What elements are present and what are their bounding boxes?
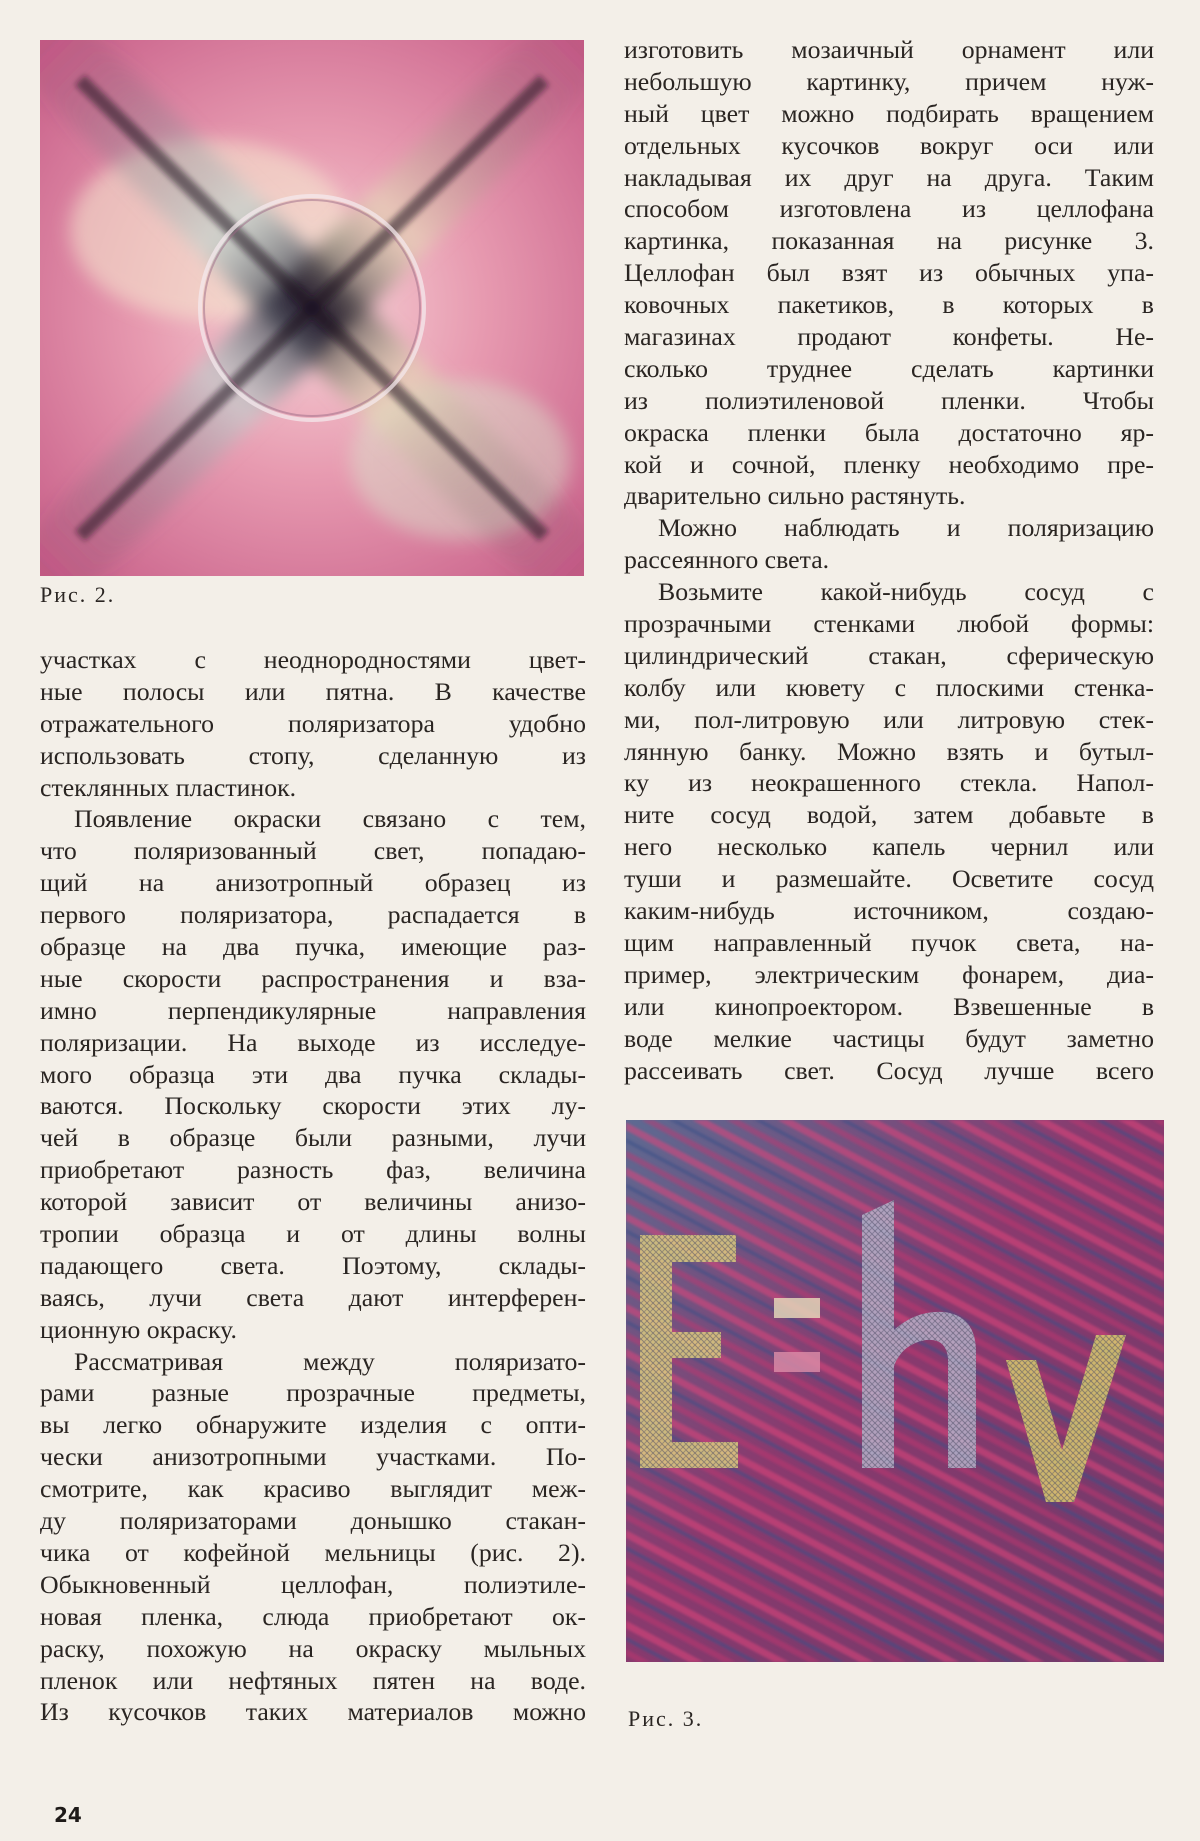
text-line: ковочных пакетиков, в которых в xyxy=(624,290,1154,320)
text-line: чика от кофейной мельницы (рис. 2). xyxy=(40,1537,586,1567)
text-line: раску, похожую на окраску мыльных xyxy=(40,1633,586,1663)
text-line: чей в образце были разными, лучи xyxy=(40,1123,586,1153)
text-line: отражательного поляризатора удобно xyxy=(40,708,586,738)
text-line: способом изготовлена из целлофана xyxy=(624,194,1154,224)
text-line: сколько труднее сделать картинки xyxy=(624,353,1154,383)
text-line: смотрите, как красиво выглядит меж- xyxy=(40,1474,586,1504)
text-line: него несколько капель чернил или xyxy=(624,832,1154,862)
text-line: стеклянных пластинок. xyxy=(40,772,297,802)
text-line: участках с неоднородностями цвет- xyxy=(40,645,586,674)
text-line: рассеянного света. xyxy=(624,545,830,575)
text-line: магазинах продают конфеты. Не- xyxy=(624,322,1154,352)
text-line: из полиэтиленовой пленки. Чтобы xyxy=(624,385,1154,415)
text-line: ные скорости распространения и вза- xyxy=(40,963,586,993)
text-line: ваясь, лучи света дают интерферен- xyxy=(40,1282,586,1312)
text-line: приобретают разность фаз, величина xyxy=(40,1155,586,1185)
text-line: ку из неокрашенного стекла. Напол- xyxy=(624,768,1154,798)
text-line: прозрачными стенками любой формы: xyxy=(624,609,1154,639)
figure-3-caption: Рис. 3. xyxy=(628,1706,704,1731)
text-line: что поляризованный свет, попадаю- xyxy=(40,836,586,866)
text-line: Из кусочков таких материалов можно xyxy=(40,1697,586,1727)
text-line: отдельных кусочков вокруг оси или xyxy=(624,130,1154,160)
text-line: первого поляризатора, распадается в xyxy=(40,900,586,930)
text-line: ваются. Поскольку скорости этих лу- xyxy=(40,1091,586,1121)
text-line: лянную банку. Можно взять и бутыл- xyxy=(624,736,1154,766)
text-line: тропии образца и от длины волны xyxy=(40,1219,586,1249)
text-line: окраска пленки была достаточно яр- xyxy=(624,417,1154,447)
text-line: Целлофан был взят из обычных упа- xyxy=(624,258,1154,288)
text-line: щий на анизотропный образец из xyxy=(40,868,586,898)
text-line: поляризации. На выходе из исследуе- xyxy=(40,1027,586,1057)
page-number: 24 xyxy=(54,1803,82,1827)
text-line: воде мелкие частицы будут заметно xyxy=(624,1023,1154,1053)
text-line: небольшую картинку, причем нуж- xyxy=(624,66,1154,96)
text-line: цилиндрический стакан, сферическую xyxy=(624,640,1154,670)
text-line: пример, электрическим фонарем, диа- xyxy=(624,959,1154,989)
text-line: накладывая их друг на друга. Таким xyxy=(624,162,1154,192)
text-line: образце на два пучка, имеющие раз- xyxy=(40,932,586,962)
figure-2-image xyxy=(40,40,584,576)
text-line: ный цвет можно подбирать вращением xyxy=(624,98,1154,128)
right-column-text xyxy=(624,34,1154,1086)
text-line: Рассматривая между поляризато- xyxy=(74,1346,586,1376)
text-line: ные полосы или пятна. В качестве xyxy=(40,676,586,706)
text-line: картинка, показанная на рисунке 3. xyxy=(624,226,1154,256)
text-line: Можно наблюдать и поляризацию xyxy=(658,513,1154,543)
text-line: мого образца эти два пучка склады- xyxy=(40,1059,586,1089)
text-line: пленок или нефтяных пятен на воде. xyxy=(40,1665,586,1695)
text-line: использовать стопу, сделанную из xyxy=(40,740,586,770)
text-line: кой и сочной, пленку необходимо пре- xyxy=(624,449,1154,479)
text-line: туши и размешайте. Осветите сосуд xyxy=(624,864,1154,894)
text-line: новая пленка, слюда приобретают ок- xyxy=(40,1601,586,1631)
text-line: чески анизотропными участками. По- xyxy=(40,1442,586,1472)
text-line: рассеивать свет. Сосуд лучше всего xyxy=(624,1055,1154,1085)
text-line: вы легко обнаружите изделия с опти- xyxy=(40,1410,586,1440)
text-line: колбу или кювету с плоскими стенка- xyxy=(624,672,1154,702)
text-line: падающего света. Поэтому, склады- xyxy=(40,1250,586,1280)
text-line: ду поляризаторами донышко стакан- xyxy=(40,1506,586,1536)
text-line: Возьмите какой-нибудь сосуд с xyxy=(658,577,1154,607)
text-line: имно перпендикулярные направления xyxy=(40,995,586,1025)
text-line: каким-нибудь источником, создаю- xyxy=(624,896,1154,926)
text-line: Появление окраски связано с тем, xyxy=(74,804,586,834)
figure-3-image xyxy=(626,1120,1164,1662)
text-line: ните сосуд водой, затем добавьте в xyxy=(624,800,1154,830)
text-line: рами разные прозрачные предметы, xyxy=(40,1378,586,1408)
text-line: или кинопроектором. Взвешенные в xyxy=(624,991,1154,1021)
text-line: Обыкновенный целлофан, полиэтиле- xyxy=(40,1569,586,1599)
text-line: ми, пол-литровую или литровую стек- xyxy=(624,704,1154,734)
text-line: дварительно сильно растянуть. xyxy=(624,481,966,511)
left-column-text xyxy=(40,644,586,1728)
figure-2-caption: Рис. 2. xyxy=(40,582,116,607)
text-line: изготовить мозаичный орнамент или xyxy=(624,35,1154,64)
text-line: которой зависит от величины анизо- xyxy=(40,1187,586,1217)
text-line: щим направленный пучок света, на- xyxy=(624,927,1154,957)
text-line: ционную окраску. xyxy=(40,1314,237,1344)
